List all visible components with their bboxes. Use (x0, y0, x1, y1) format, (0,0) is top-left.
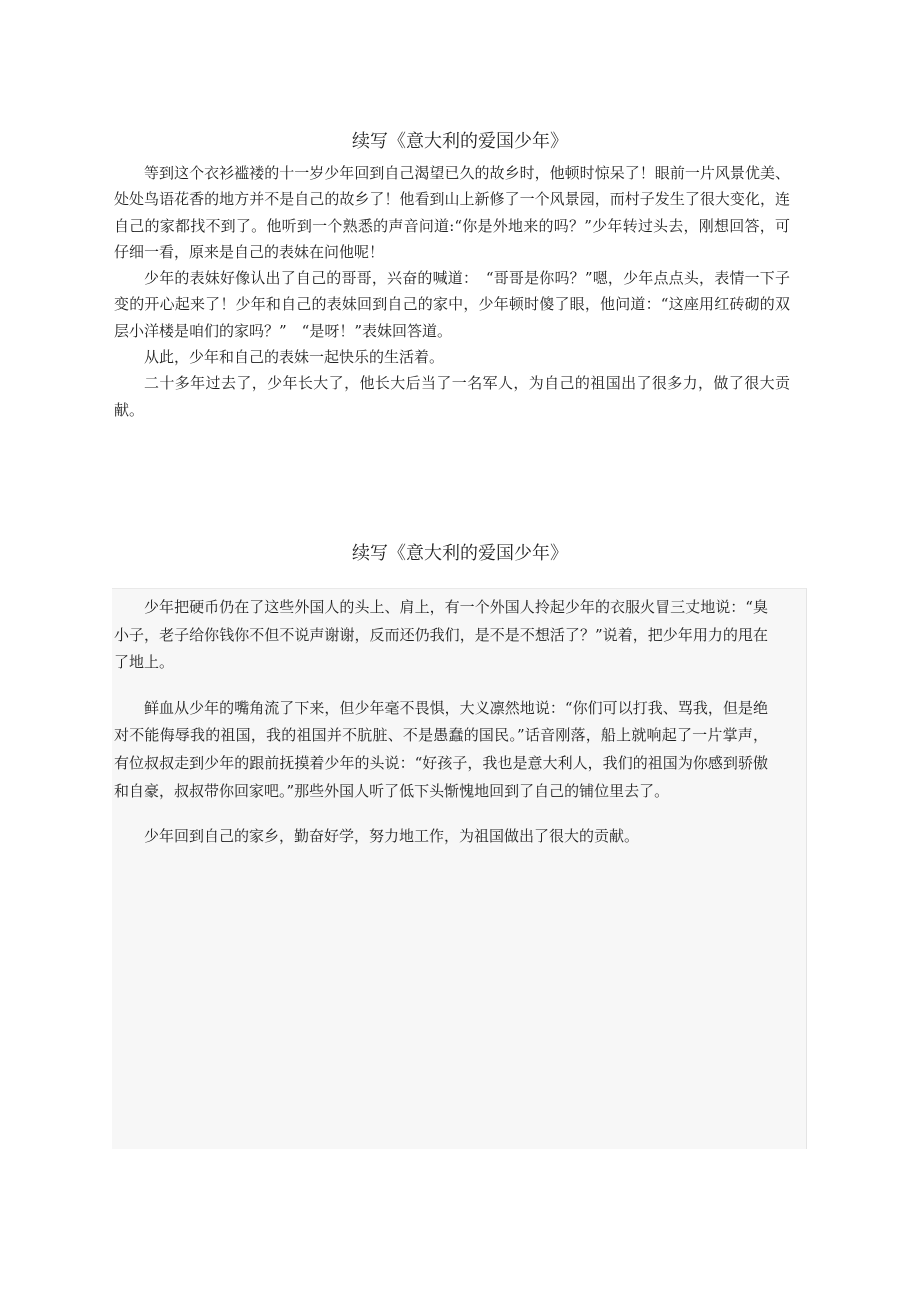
article-1-paragraph: 等到这个衣衫褴褛的十一岁少年回到自己渴望已久的故乡时，他顿时惊呆了！眼前一片风景优美、处处鸟语花香的地方并不是自己的故乡了！他看到山上新修了一个风景园，而村子发生了很大变化，连自己的家都找不到了。他听到一个熟悉的声音问道:“你是外地来的吗？”少年转过头去，刚想回答，可仔细一看，原来是自己的表妹在问他呢！ (114, 164, 790, 261)
article-1-body (114, 160, 790, 423)
article-1-title: 续写《意大利的爱国少年》 (352, 131, 568, 152)
article-1-paragraph: 从此，少年和自己的表妹一起快乐的生活着。 (144, 348, 445, 367)
article-2-body (114, 594, 768, 869)
article-2-paragraph: 少年回到自己的家乡，勤奋好学，努力地工作，为祖国做出了很大的贡献。 (144, 827, 640, 846)
article-2-panel (112, 588, 807, 1149)
article-1-paragraph: 少年的表妹好像认出了自己的哥哥，兴奋的喊道： “哥哥是你吗？”嗯，少年点点头，表情一下子变的开心起来了！少年和自己的表妹回到自己的家中，少年顿时傻了眼，他问道：“这座用红砖砌的双层小洋楼是咱们的家吗？” “是呀！”表妹回答道。 (114, 269, 790, 340)
article-2-title: 续写《意大利的爱国少年》 (352, 543, 568, 564)
article-1-paragraph: 二十多年过去了，少年长大了，他长大后当了一名军人，为自己的祖国出了很多力，做了很大贡献。 (114, 374, 790, 419)
article-2-paragraph: 鲜血从少年的嘴角流了下来，但少年毫不畏惧，大义凛然地说：“你们可以打我、骂我，但是绝对不能侮辱我的祖国，我的祖国并不肮脏、不是愚蠢的国民。”话音刚落，船上就响起了一片掌声，有位叔叔走到少年的跟前抚摸着少年的头说：“好孩子，我也是意大利人，我们的祖国为你感到骄傲和自豪，叔叔带你回家吧。”那些外国人听了低下头惭愧地回到了自己的铺位里去了。 (114, 698, 768, 800)
article-2-paragraph: 少年把硬币仍在了这些外国人的头上、肩上，有一个外国人拎起少年的衣服火冒三丈地说：“臭小子，老子给你钱你不但不说声谢谢，反而还仍我们，是不是不想活了？”说着，把少年用力的甩在了地上。 (114, 598, 768, 672)
